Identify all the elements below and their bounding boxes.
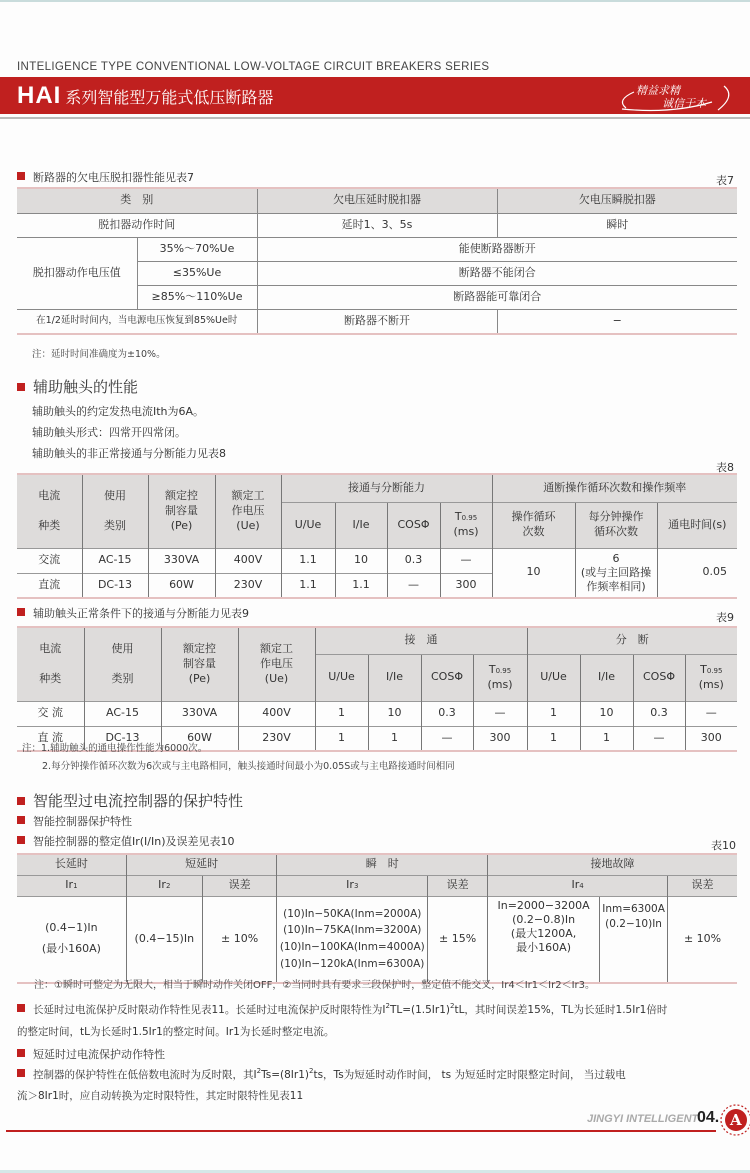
long-delay-para-line2: 的整定时间，tL为长延时1.5Ir1的整定时间。Ir1为长延时整定电流。 (17, 1026, 335, 1038)
cell-kind: 交流 (17, 548, 82, 573)
text: TL=(1.5Ir1) (389, 1004, 450, 1016)
text: 3 (353, 882, 359, 891)
text: 2 (449, 1002, 455, 1010)
section-heading-undervoltage (17, 169, 194, 185)
text: 短延时过电流保护动作特性 (33, 1048, 165, 1061)
text: 作频率相同) (586, 579, 646, 593)
cell-break-uue: 1 (527, 701, 580, 726)
table-9-normal (17, 626, 737, 752)
text: 1 (73, 882, 78, 891)
cell-make-t: 300 (473, 726, 527, 751)
bullet-square-icon (17, 1004, 25, 1012)
cell-cos: 0.3 (387, 548, 440, 573)
text: Ts=(8Ir1) (261, 1069, 309, 1081)
bullet-square-icon (17, 836, 25, 844)
text: 种类 (38, 518, 61, 532)
text: 作电压 (260, 656, 293, 670)
cell-break-iie: 1 (580, 726, 633, 751)
note-table-10: 注：①瞬时可整定为无限大，相当于瞬时动作关闭OFF，②当同时具有要求三段保护时，整定值不能交叉，Ir4＜Ir1＜Ir2＜Ir3。 (34, 980, 595, 991)
cell-break-cos: — (633, 726, 685, 751)
heading-text: 辅助触头正常条件下的接通与分断能力见表9 (33, 607, 249, 620)
cell-ground-error: ± 10% (668, 896, 737, 983)
row-label-action-time: 脱扣器动作时间 (17, 213, 257, 237)
row-label-recovery: 在1/2延时时间内，当电源电压恢复到85%Ue时 (17, 309, 257, 334)
heading-text: 智能型过电流控制器的保护特性 (33, 792, 244, 810)
product-title (17, 82, 273, 110)
badge-a-icon (719, 1099, 750, 1141)
text: (Ue) (236, 518, 260, 532)
text: 2 (309, 1067, 314, 1075)
cell-long-delay (17, 896, 126, 983)
text: (ms) (698, 677, 724, 691)
header-inst-error: 误差 (428, 875, 488, 896)
text: 使用 (104, 488, 126, 502)
text: Ir (571, 878, 580, 892)
cell-make-cos: 0.3 (421, 701, 473, 726)
note-table-9-1: 注：1.辅助触头的通电操作性能为6000次。 (22, 743, 208, 754)
header-rated-capacity (148, 474, 215, 548)
cell-instantaneous (277, 896, 428, 983)
header-cycles-per-min (575, 502, 657, 548)
cell-use: AC-15 (84, 701, 161, 726)
cell-use: DC-13 (84, 726, 161, 751)
top-border (0, 0, 750, 2)
cell-iie: 10 (335, 548, 387, 573)
row-label-action-voltage: 脱扣器动作电压值 (17, 237, 137, 309)
header-make-t095 (473, 654, 527, 701)
bullet-square-icon (17, 797, 25, 805)
text: 控制器的保护特性在低倍数电流时为反时限，其I (33, 1069, 257, 1081)
cell-make-iie: 1 (368, 726, 421, 751)
cell-value-cannot-close: 断路器不能闭合 (257, 261, 737, 285)
cell-range-85-110: ≥85%～110%Ue (137, 285, 257, 309)
cell-use: DC-13 (82, 573, 148, 598)
text: 操作循环 (511, 510, 556, 524)
text: (或与主回路操 (580, 565, 652, 579)
header-op-cycles (492, 502, 575, 548)
product-title-zh: 系列智能型万能式低压断路器 (65, 88, 274, 107)
table-7-undervoltage (17, 187, 737, 335)
header-ir1 (17, 875, 126, 896)
header-ir4 (488, 875, 668, 896)
text: (10)In−75KA(Inm=3200A) (283, 924, 422, 937)
short-delay-para-line1 (17, 1067, 626, 1082)
header-rated-voltage (215, 474, 281, 548)
header-ir3 (277, 875, 428, 896)
slogan-line-1: 精益求精 (636, 84, 680, 97)
header-on-time: 通电时间(s) (657, 502, 737, 548)
text: (0.4−1)In (45, 921, 98, 935)
text: 0.95 (495, 666, 512, 675)
cell-cycles: 10 (492, 548, 575, 598)
text: 额定工 (231, 488, 265, 502)
text: 制容量 (183, 656, 216, 670)
header-cycle-frequency: 通断操作循环次数和操作频率 (492, 474, 737, 502)
text: tL，其时间误差15%，TL为长延时1.5Ir1倍时 (454, 1004, 668, 1016)
series-title-en: INTELIGENCE TYPE CONVENTIONAL LOW-VOLTAGE CIRCUIT BREAKERS SERIES (17, 61, 490, 73)
text: 类别 (104, 518, 126, 532)
section-heading-aux (17, 376, 138, 397)
text: ts，Ts为短延时动作时间， ts 为短延时定时限整定时间， 当过载电 (313, 1069, 626, 1081)
text: 循环次数 (594, 525, 638, 538)
cell-t: — (440, 548, 492, 573)
heading-text: 断路器的欠电压脱扣器性能见表7 (33, 171, 194, 184)
cell-ground-2 (600, 896, 668, 983)
cell-kind: 直 流 (17, 726, 84, 751)
text: 额定控 (183, 641, 216, 655)
text: (10)In−50KA(Inm=2000A) (283, 907, 422, 920)
text: 最小160A) (516, 941, 571, 955)
cell-ground-1 (488, 896, 600, 983)
header-make-break-capacity: 接通与分断能力 (281, 474, 492, 502)
text: 电流 (38, 488, 61, 502)
header-long-delay: 长延时 (17, 854, 126, 875)
footer-rule (6, 1130, 716, 1132)
slogan-line-2: 诚信于本 (662, 97, 706, 110)
cell-no-trip: 断路器不断开 (257, 309, 497, 334)
slogan-logo (612, 80, 742, 112)
text: (Ue) (264, 671, 289, 685)
text: 智能控制器的整定值Ir(I/In)及误差见表10 (33, 835, 235, 848)
cell-use: AC-15 (82, 548, 148, 573)
aux-para-1: 辅助触头的约定发热电流Ith为6A。 (32, 405, 205, 418)
text: (ms) (487, 677, 513, 691)
text: 电流 (39, 641, 62, 655)
cell-kind: 直流 (17, 573, 82, 598)
text: 额定控 (165, 488, 198, 502)
header-cos-phi: COSΦ (387, 502, 440, 548)
text: 长延时过电流保护反时限动作特性见表11。长延时过电流保护反时限特性为I (33, 1004, 386, 1016)
text: 每分钟操作 (588, 510, 644, 524)
table-row (17, 896, 737, 983)
header-break-t095 (685, 654, 737, 701)
cell-value-close-reliably: 断路器能可靠闭合 (257, 285, 737, 309)
text: T (700, 662, 707, 676)
text: 类别 (111, 671, 134, 685)
text: Ir (346, 878, 354, 892)
cell-pe: 330VA (161, 701, 238, 726)
long-delay-para-line1 (17, 1002, 667, 1017)
cell-instant-time: 瞬时 (497, 213, 737, 237)
cell-break-t: — (685, 701, 737, 726)
table-number-10: 表10 (711, 839, 736, 852)
footer-company: JINGYI INTELLIGENT (587, 1113, 699, 1125)
bullet-square-icon (17, 1049, 25, 1057)
header-ir2 (126, 875, 202, 896)
table-number-7: 表7 (716, 174, 734, 187)
cell-break-uue: 1 (527, 726, 580, 751)
header-break: 分 断 (527, 627, 737, 654)
header-break-i-ie: I/Ie (580, 654, 633, 701)
text: (10)In−100KA(Inm=4000A) (279, 941, 425, 954)
header-rated-voltage (238, 627, 315, 701)
cell-cycles-per-min (575, 548, 657, 598)
cell-range-35-70: 35%～70%Ue (137, 237, 257, 261)
cell-ue: 400V (238, 701, 315, 726)
text: T (488, 662, 496, 676)
header-ground-error: 误差 (668, 875, 737, 896)
cell-short-error: ± 10% (202, 896, 277, 983)
text: (Pe) (188, 671, 211, 685)
cell-ue: 400V (215, 548, 281, 573)
header-make-i-ie: I/Ie (368, 654, 421, 701)
header-use-category (84, 627, 161, 701)
cell-pe: 60W (161, 726, 238, 751)
text: 6 (612, 552, 620, 566)
text: Inm=6300A (602, 902, 665, 915)
cell-short-delay: (0.4−15)In (126, 896, 202, 983)
text: 0.95 (706, 666, 723, 675)
text: (最大1200A, (510, 927, 577, 941)
header-short-delay: 短延时 (126, 854, 277, 875)
cell-ue: 230V (215, 573, 281, 598)
text: T (454, 510, 462, 524)
cell-break-iie: 10 (580, 701, 633, 726)
table-number-8: 表8 (716, 461, 734, 474)
cell-pe: 330VA (148, 548, 215, 573)
bullet-square-icon (17, 172, 25, 180)
header-make: 接 通 (315, 627, 527, 654)
note-table-9-2: 2.每分钟操作循环次数为6次或与主电路相同，触头接通时间最小为0.05S或与主电路接通时间相同 (42, 761, 455, 772)
cell-make-uue: 1 (315, 726, 368, 751)
cell-make-uue: 1 (315, 701, 368, 726)
cell-iie: 1.1 (335, 573, 387, 598)
table-row (17, 701, 737, 726)
table-number-9: 表9 (716, 611, 734, 624)
text: 2 (165, 882, 171, 891)
text: 使用 (111, 641, 134, 655)
header-i-ie: I/Ie (335, 502, 387, 548)
text: (0.2−0.8)In (512, 912, 576, 926)
header-instantaneous: 瞬 时 (277, 854, 488, 875)
aux-para-3: 辅助触头的非正常接通与分断能力见表8 (32, 447, 226, 460)
header-break-u-ue: U/Ue (527, 654, 580, 701)
header-u-ue: U/Ue (281, 502, 335, 548)
heading-text: 辅助触头的性能 (33, 378, 139, 396)
text: (Pe) (170, 518, 193, 532)
header-use-category (82, 474, 148, 548)
cell-t: 300 (440, 573, 492, 598)
cell-delay-time: 延时1、3、5s (257, 213, 497, 237)
table-10-settings (17, 853, 737, 984)
note-table-7: 注：延时时间准确度为±10%。 (32, 349, 166, 360)
cell-break-cos: 0.3 (633, 701, 685, 726)
header-instant-release: 欠电压瞬脱扣器 (497, 188, 737, 213)
table-row (17, 548, 737, 573)
cell-on-time: 0.05 (657, 548, 737, 598)
header-t095 (440, 502, 492, 548)
bullet-square-icon (17, 383, 25, 391)
bullet-square-icon (17, 816, 25, 824)
header-current-kind (17, 627, 84, 701)
text: 种类 (39, 671, 62, 685)
text: Ir (65, 878, 74, 892)
brand-name: HAI (17, 82, 62, 109)
page-number: 04. (697, 1109, 720, 1126)
cell-pe: 60W (148, 573, 215, 598)
aux-para-2: 辅助触头形式：四常开四常闭。 (32, 426, 186, 439)
sub-heading-settings (17, 833, 235, 849)
section-heading-normal (17, 605, 249, 621)
text: 额定工 (260, 641, 293, 655)
header-divider (0, 117, 750, 119)
cell-make-iie: 10 (368, 701, 421, 726)
text: (ms) (453, 525, 479, 538)
text: (0.2−10)In (605, 917, 662, 930)
bullet-square-icon (17, 1069, 25, 1077)
short-delay-para-line2: 流＞8Ir1时，应自动转换为定时限特性，其定时限特性见表11 (17, 1090, 304, 1102)
badge-letter: A (730, 1111, 742, 1129)
text: 0.95 (461, 514, 478, 523)
cell-range-le35: ≤35%Ue (137, 261, 257, 285)
text: 制容量 (165, 503, 198, 517)
text: Ir (158, 878, 166, 892)
header-make-u-ue: U/Ue (315, 654, 368, 701)
table-8-abnormal (17, 473, 737, 599)
text: 智能控制器保护特性 (33, 815, 132, 828)
header-ground-fault: 接地故障 (488, 854, 737, 875)
header-delay-release: 欠电压延时脱扣器 (257, 188, 497, 213)
cell-uue: 1.1 (281, 548, 335, 573)
cell-make-t: — (473, 701, 527, 726)
header-category: 类 别 (17, 188, 257, 213)
cell-inst-error: ± 15% (428, 896, 488, 983)
text: 次数 (522, 525, 545, 538)
header-current-kind (17, 474, 82, 548)
cell-kind: 交 流 (17, 701, 84, 726)
header-break-cos-phi: COSΦ (633, 654, 685, 701)
text: 2 (256, 1067, 262, 1075)
section-heading-protection (17, 790, 243, 811)
cell-value-open: 能使断路器断开 (257, 237, 737, 261)
header-make-cos-phi: COSΦ (421, 654, 473, 701)
text: In=2000−3200A (497, 898, 590, 912)
cell-dash: − (497, 309, 737, 334)
header-rated-capacity (161, 627, 238, 701)
sub-heading-controller (17, 813, 132, 829)
text: 2 (385, 1002, 390, 1010)
cell-make-cos: — (421, 726, 473, 751)
text: 4 (579, 882, 584, 891)
text: (最小160A) (41, 942, 101, 956)
cell-cos: — (387, 573, 440, 598)
header-short-error: 误差 (202, 875, 277, 896)
short-delay-heading (17, 1046, 165, 1062)
text: 作电压 (231, 503, 265, 517)
cell-uue: 1.1 (281, 573, 335, 598)
text: (10)In−120kA(Inm=6300A) (280, 958, 425, 971)
cell-ue: 230V (238, 726, 315, 751)
cell-break-t: 300 (685, 726, 737, 751)
bullet-square-icon (17, 608, 25, 616)
